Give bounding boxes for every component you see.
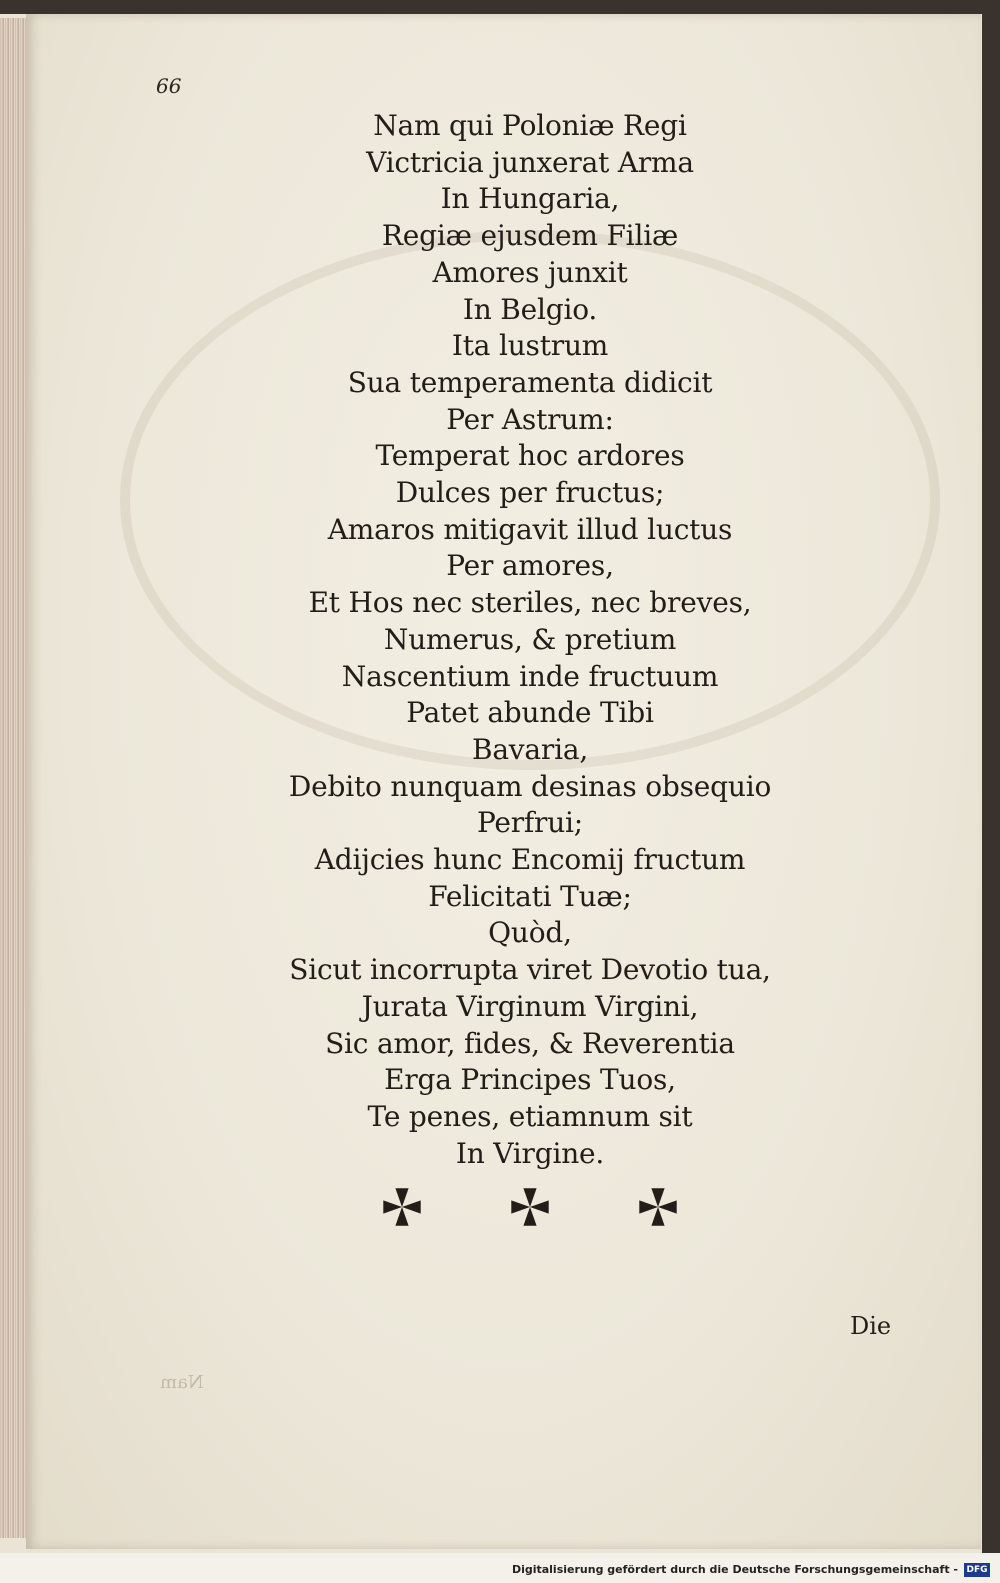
- text-line: Bavaria,: [471, 732, 589, 766]
- text-line: Ita lustrum: [451, 329, 609, 363]
- text-line: Victricia junxerat Arma: [366, 145, 694, 179]
- text-line: Temperat hoc ardores: [375, 439, 685, 473]
- text-line: Quòd,: [488, 916, 572, 950]
- text-line: Numerus, & pretium: [383, 622, 677, 656]
- text-line: Erga Principes Tuos,: [384, 1063, 676, 1097]
- text-line: In Virgine.: [455, 1136, 605, 1170]
- footer-credit: Digitalisierung gefördert durch die Deutsche Forschungsgemeinschaft -: [511, 1563, 958, 1576]
- text-line: Sicut incorrupta viret Devotio tua,: [289, 953, 771, 987]
- cross-pattee-icon: [508, 1185, 552, 1229]
- text-line: In Belgio.: [462, 292, 598, 326]
- text-line: Adijcies hunc Encomij fructum: [314, 843, 746, 877]
- text-line: Amores junxit: [432, 255, 628, 289]
- text-line: Nascentium inde fructuum: [341, 659, 719, 693]
- text-line: In Hungaria,: [440, 182, 620, 216]
- text-line: Dulces per fructus;: [395, 476, 665, 510]
- text-line: Sic amor, fides, & Reverentia: [325, 1026, 735, 1060]
- page-number: 66: [156, 74, 182, 98]
- scan-top-edge: [0, 0, 1000, 14]
- catchword: Die: [850, 1312, 892, 1340]
- text-line: Patet abunde Tibi: [406, 696, 654, 730]
- text-line: Amaros mitigavit illud luctus: [327, 512, 733, 546]
- dfg-logo: DFG: [964, 1563, 990, 1577]
- text-line: Jurata Virginum Virgini,: [361, 989, 699, 1023]
- text-line: Debito nunquam desinas obsequio: [288, 769, 772, 803]
- text-line: Et Hos nec steriles, nec breves,: [308, 586, 752, 620]
- scan-right-edge: [982, 0, 1000, 1583]
- poem-text-block: [230, 108, 830, 1172]
- showthrough-catchword: Nam: [160, 1372, 204, 1393]
- text-line: Regiæ ejusdem Filiæ: [381, 219, 679, 253]
- text-line: Nam qui Poloniæ Regi: [373, 109, 687, 142]
- text-line: Per Astrum:: [446, 402, 614, 436]
- text-line: Sua temperamenta didicit: [347, 365, 713, 399]
- text-line: Te penes, etiamnum sit: [367, 1099, 693, 1133]
- text-line: Per amores,: [446, 549, 614, 583]
- cross-pattee-icon: [636, 1185, 680, 1229]
- cross-pattee-icon: [380, 1185, 424, 1229]
- ornament-row: [380, 1185, 680, 1229]
- text-line: Felicitati Tuæ;: [428, 879, 632, 913]
- text-line: Perfrui;: [476, 806, 584, 840]
